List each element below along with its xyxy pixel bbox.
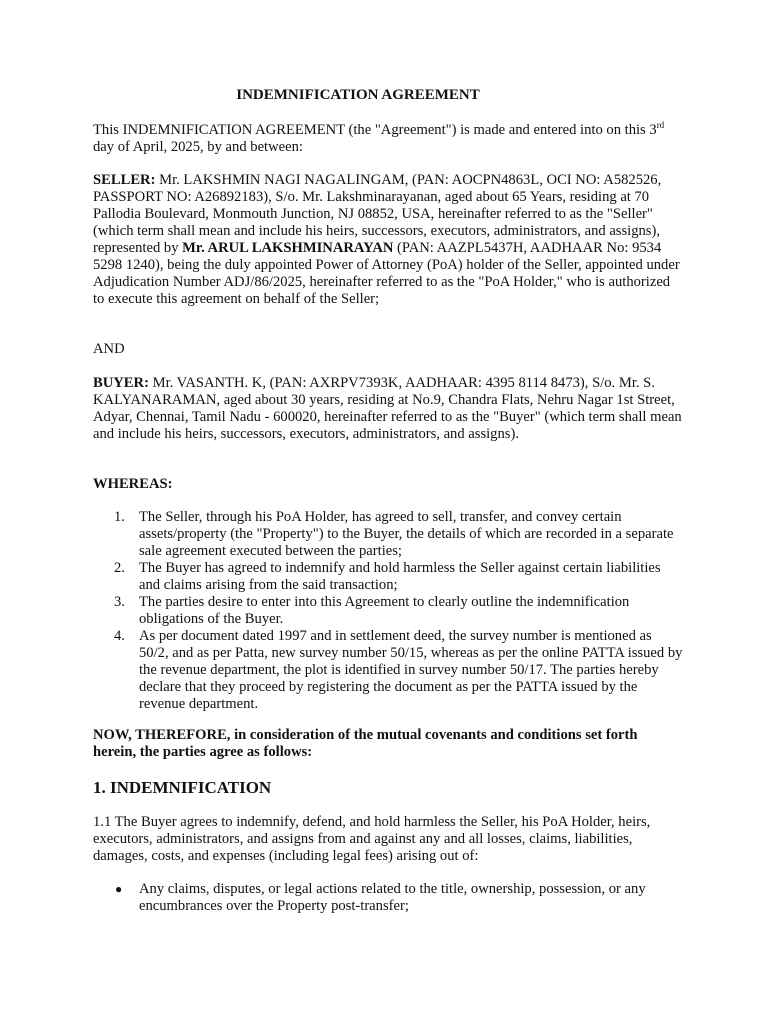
- list-number: 1.: [114, 509, 125, 525]
- list-item-text: As per document dated 1997 and in settlement deed, the survey number is mentioned as 50/2, and as per Patta, new survey number 50/15, whereas as per the online PATTA issued by the revenue department, the plot is identified in survey number 50/17. The parties hereby declare that they proceed by registering the document as per the PATTA issued by the revenue department.: [139, 628, 683, 712]
- list-item: [93, 594, 683, 628]
- list-item-text: The Seller, through his PoA Holder, has agreed to sell, transfer, and convey certain assets/property (the "Property") to the Buyer, the details of which are recorded in a separate sale agreement executed between the parties;: [139, 509, 674, 559]
- intro-text-part1: This INDEMNIFICATION AGREEMENT (the "Agreement") is made and entered into on this 3: [93, 122, 657, 138]
- list-number: 2.: [114, 560, 125, 576]
- list-item: [93, 509, 683, 560]
- and-separator: AND: [93, 341, 125, 357]
- seller-text-part2: (PAN: AAZPL5437H, AADHAAR No: 9534 5298 1240), being the duly appointed Power of Attorney (PoA) holder of the Seller, appointed under Adjudication Number ADJ/86/2025, hereinafter referred to as the "PoA Holder," who is authorized to execute this agreement on behalf of the Seller;: [93, 240, 680, 307]
- poa-holder-name: Mr. ARUL LAKSHMINARAYAN: [182, 240, 394, 256]
- list-item: [93, 881, 683, 915]
- seller-text-part1: Mr. LAKSHMIN NAGI NAGALINGAM, (PAN: AOCPN4863L, OCI NO: A582526, PASSPORT NO: A26892183), S/o. Mr. Lakshminarayanan, aged about 65 Years, residing at 70 Pallodia Boulevard, Monmouth Junction, NJ 08852, USA, hereinafter referred to as the "Seller" (which term shall mean and include his heirs, successors, executors, administrators, and assigns), represented by: [93, 172, 662, 256]
- clause-1-1: 1.1 The Buyer agrees to indemnify, defend, and hold harmless the Seller, his PoA Holder, heirs, executors, administrators, and assigns from and against any and all losses, claims, liabilities, damages, costs, and expenses (including legal fees) arising out of:: [93, 814, 651, 864]
- buyer-text: Mr. VASANTH. K, (PAN: AXRPV7393K, AADHAAR: 4395 8114 8473), S/o. Mr. S. KALYANARAMAN, aged about 30 years, residing at No.9, Chandra Flats, Nehru Nagar 1st Street, Adyar, Chennai, Tamil Nadu - 600020, hereinafter referred to as the "Buyer" (which term shall mean and include his heirs, successors, executors, administrators, and assigns).: [93, 375, 682, 442]
- document-title: INDEMNIFICATION AGREEMENT: [236, 87, 480, 103]
- indemnification-bullets-container: [93, 881, 683, 915]
- buyer-paragraph: [93, 375, 683, 443]
- intro-text-part2: day of April, 2025, by and between:: [93, 139, 303, 155]
- list-item-text: The parties desire to enter into this Agreement to clearly outline the indemnification obligations of the Buyer.: [139, 594, 630, 627]
- list-item: [93, 560, 683, 594]
- list-item: [93, 628, 683, 713]
- list-item-text: The Buyer has agreed to indemnify and hold harmless the Seller against certain liabilities and claims arising from the said transaction;: [139, 560, 661, 593]
- list-item-text: Any claims, disputes, or legal actions related to the title, ownership, possession, or any encumbrances over the Property post-transfer;: [139, 881, 646, 914]
- seller-label: SELLER:: [93, 172, 156, 188]
- intro-paragraph: [93, 122, 683, 156]
- buyer-label: BUYER:: [93, 375, 149, 391]
- intro-date-suffix: rd: [656, 120, 665, 131]
- whereas-list-container: [93, 509, 683, 713]
- list-number: 3.: [114, 594, 125, 610]
- list-number: 4.: [114, 628, 125, 644]
- whereas-heading: WHEREAS:: [93, 476, 173, 492]
- bullet-icon: ●: [115, 882, 123, 896]
- whereas-list: [93, 509, 683, 713]
- indemnification-bullet-list: [93, 881, 683, 915]
- now-therefore-paragraph: NOW, THEREFORE, in consideration of the mutual covenants and conditions set forth herein, the parties agree as follows:: [93, 727, 638, 760]
- seller-paragraph: [93, 172, 683, 308]
- section-1-heading: 1. INDEMNIFICATION: [93, 778, 272, 797]
